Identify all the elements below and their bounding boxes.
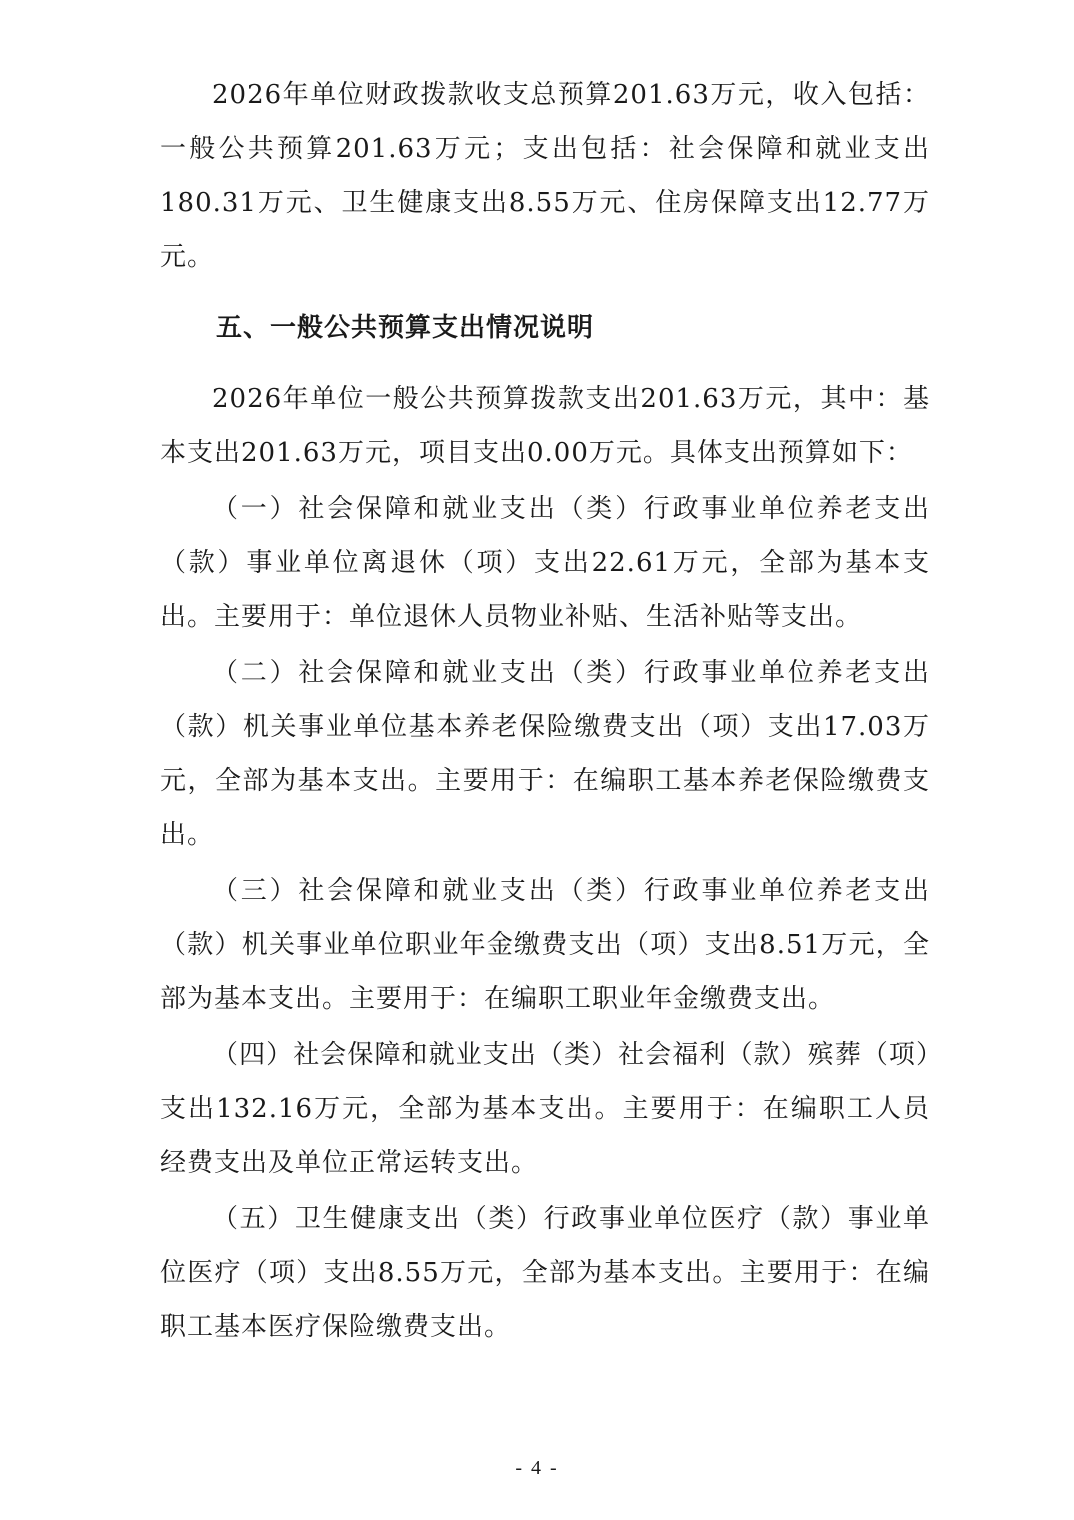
section-heading: 五、一般公共预算支出情况说明 [216,313,595,343]
expense-item-5: （五）卫生健康支出（类）行政事业单位医疗（款）事业单位医疗（项）支出8.55万元，全部为基本支出。主要用于：在编职工基本医疗保险缴费支出。 [160,1204,930,1342]
expense-item-4: （四）社会保障和就业支出（类）社会福利（款）殡葬（项）支出132.16万元，全部为基本支出。主要用于：在编职工人员经费支出及单位正常运转支出。 [160,1040,930,1178]
expense-item-3: （三）社会保障和就业支出（类）行政事业单位养老支出（款）机关事业单位职业年金缴费支出（项）支出8.51万元，全部为基本支出。主要用于：在编职工职业年金缴费支出。 [160,876,930,1014]
document-body [160,68,930,1354]
page-number: - 4 - [515,1457,559,1479]
expense-item-2: （二）社会保障和就业支出（类）行政事业单位养老支出（款）机关事业单位基本养老保险缴费支出（项）支出17.03万元，全部为基本支出。主要用于：在编职工基本养老保险缴费支出。 [160,658,930,850]
intro-paragraph: 2026年单位财政拨款收支总预算201.63万元，收入包括：一般公共预算201.63万元；支出包括：社会保障和就业支出180.31万元、卫生健康支出8.55万元、住房保障支出12.77万元。 [160,80,930,272]
expense-item-1: （一）社会保障和就业支出（类）行政事业单位养老支出（款）事业单位离退休（项）支出22.61万元，全部为基本支出。主要用于：单位退休人员物业补贴、生活补贴等支出。 [160,494,930,632]
summary-paragraph: 2026年单位一般公共预算拨款支出201.63万元，其中：基本支出201.63万元，项目支出0.00万元。具体支出预算如下： [160,384,930,468]
